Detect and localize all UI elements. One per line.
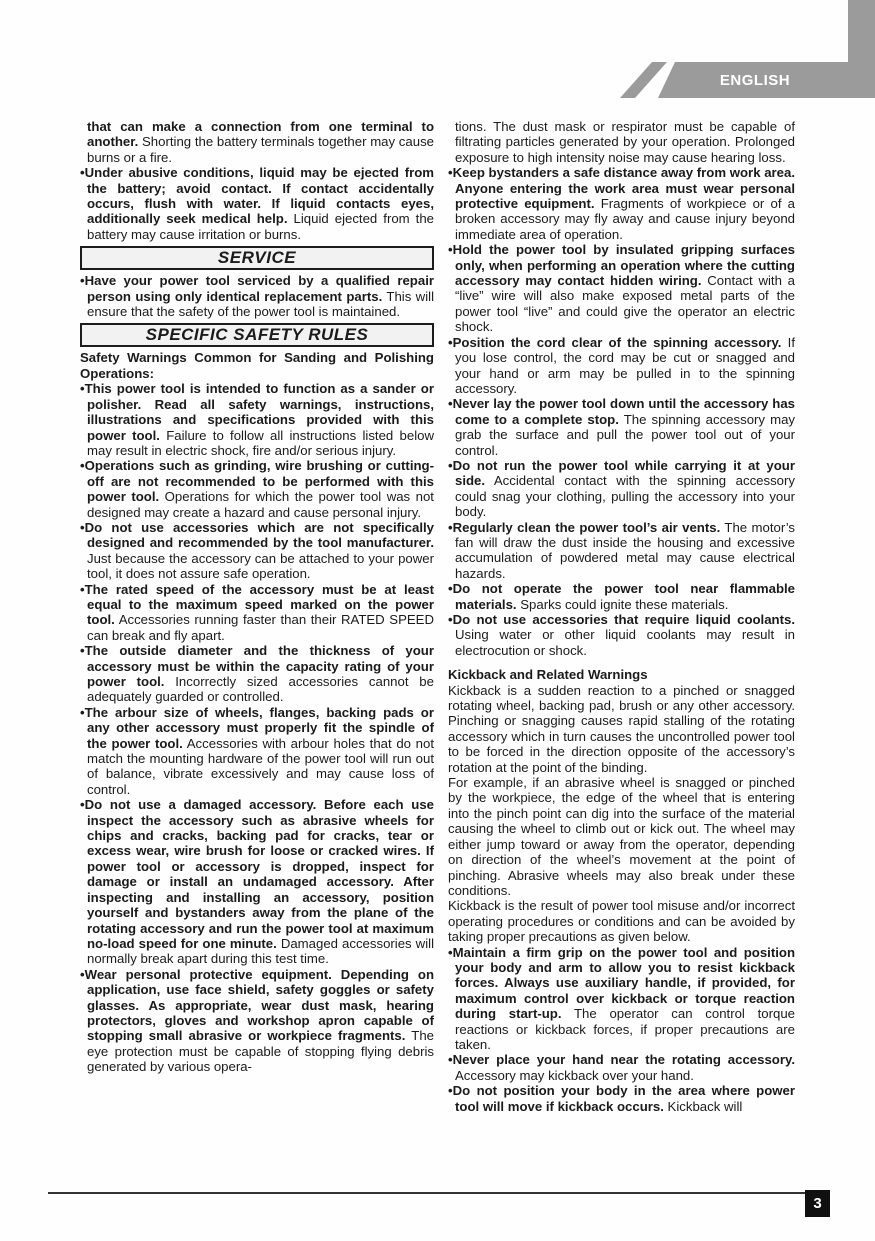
safety-warning-item xyxy=(448,335,795,397)
warning-bold-text: Do not use accessories that require liquid coolants. xyxy=(452,612,795,627)
warning-bold-text: Regularly clean the power tool’s air vents. xyxy=(452,519,721,535)
warning-body-text: Sparks could ignite these materials. xyxy=(516,596,729,612)
warning-body-text: Fragments of workpiece or of a broken accessory may fly away and cause injury beyond immediate area of operation. xyxy=(455,196,795,242)
section-header-title: SERVICE xyxy=(217,248,297,268)
safety-warning-item xyxy=(80,520,434,582)
bullet-icon: • xyxy=(448,242,453,258)
warning-bold-text: Maintain a firm grip on the power tool and position your body and arm to allow you to resist kickback forces. Always use auxiliary handle, if provided, for maximum control over kickback or torque reaction during start-up. xyxy=(452,944,795,1022)
warning-body-text: Failure to follow all instructions listed below may result in electric shock, fire and/or serious injury. xyxy=(87,427,434,458)
warning-body-text: Contact with a “live” wire will also make exposed metal parts of the power tool “live” and could give the operator an electric shock. xyxy=(455,273,796,335)
warning-bold-text: Do not operate the power tool near flammable materials. xyxy=(452,581,795,612)
language-tab-label: ENGLISH xyxy=(719,71,791,89)
paragraph: Kickback is the result of power tool misuse and/or incorrect operating procedures or conditions and can be avoided by taking proper precautions as given below. xyxy=(448,898,795,945)
section-header-box xyxy=(80,323,434,347)
warning-body-text: The motor’s fan will draw the dust inside the housing and excessive accumulation of powdered metal may cause electrical hazards. xyxy=(455,519,795,581)
bullet-icon: • xyxy=(80,165,85,181)
warning-body-text: Kickback will xyxy=(663,1098,743,1114)
warning-body-text: This will ensure that the safety of the power tool is maintained. xyxy=(87,288,434,320)
warning-bold-text: Operations such as grinding, wire brushing or cutting-off are not recommended to be performed with this power tool. xyxy=(84,458,434,505)
warning-bold-text: The arbour size of wheels, flanges, backing pads or any other accessory must properly fit the spindle of the power tool. xyxy=(84,704,434,751)
warning-body-text: The spinning accessory may grab the surface and pull the power tool out of your control. xyxy=(455,411,795,458)
footer-rule xyxy=(48,1192,806,1194)
bullet-icon: • xyxy=(80,966,85,982)
safety-warning-item xyxy=(80,797,434,966)
warning-bold-text: This power tool is intended to function as a sander or polisher. Read all safety warnings, instructions, illustrations and specifications provided with this power tool. xyxy=(84,381,434,443)
bullet-icon: • xyxy=(448,396,453,412)
bullet-icon: • xyxy=(80,643,85,659)
safety-warning-item xyxy=(448,1083,795,1114)
warning-bold-text: Wear personal protective equipment. Depending on application, use face shield, safety goggles or safety glasses. As appropriate, wear dust mask, hearing protectors, gloves and workshop apron capable of stopping small abrasive or workpiece fragments. xyxy=(84,966,434,1044)
left-column xyxy=(80,119,434,1114)
warning-body-text: The eye protection must be capable of stopping flying debris generated by various opera- xyxy=(87,1028,435,1075)
safety-warning-item xyxy=(448,1052,795,1083)
bullet-icon: • xyxy=(80,581,85,597)
subsection-heading: Kickback and Related Warnings xyxy=(448,667,648,683)
warning-body-text: Accidental contact with the spinning accessory could snag your clothing, pulling the accessory into your body. xyxy=(455,473,795,520)
warning-bold-text: that can make a connection from one terminal to another. xyxy=(87,119,434,150)
safety-warning-item xyxy=(448,945,795,1053)
bullet-icon: • xyxy=(80,519,85,535)
warning-bold-text: Keep bystanders a safe distance away from work area. Anyone entering the work area must wear personal protective equipment. xyxy=(452,165,795,212)
bullet-icon: • xyxy=(80,797,85,813)
safety-warning-item xyxy=(448,581,795,612)
two-column-text-area xyxy=(80,119,795,1114)
bullet-icon: • xyxy=(80,458,85,474)
right-column xyxy=(448,119,795,1114)
warning-body-text: Accessories with arbour holes that do not match the mounting hardware of the power tool will run out of balance, vibrate excessively and may cause loss of control. xyxy=(87,735,435,797)
warning-body-text: Accessories running faster than their RATED SPEED can break and fly apart. xyxy=(87,612,434,643)
warning-body-text: Liquid ejected from the battery may cause irritation or burns. xyxy=(87,211,434,242)
safety-warning-item xyxy=(448,520,795,582)
page-number-badge: 3 xyxy=(805,1190,830,1217)
warning-bold-text: Do not use accessories which are not specifically designed and recommended by the tool manufacturer. xyxy=(84,519,434,551)
warning-bold-text: The outside diameter and the thickness of your accessory must be within the capacity rating of your power tool. xyxy=(84,643,434,689)
warning-body-text: Using water or other liquid coolants may result in electrocution or shock. xyxy=(455,627,795,658)
safety-warning-item xyxy=(448,612,795,658)
warning-bold-text: Do not use a damaged accessory. Before each use inspect the accessory such as abrasive wheels for chips and cracks, backing pad for cracks, tear or excess wear, wire brush for loose or cracked wires. If power tool or accessory is dropped, inspect for damage or install an undamaged accessory. After inspecting and installing an accessory, position yourself and bystanders away from the plane of the rotating accessory and run the power tool at maximum no-load speed for one minute. xyxy=(84,797,434,951)
safety-warning-item xyxy=(448,396,795,458)
warning-body-text: The operator can control torque reactions or kickback forces, if proper precautions are taken. xyxy=(455,1006,795,1052)
safety-warning-item xyxy=(80,458,434,520)
bullet-icon: • xyxy=(448,944,453,960)
bullet-icon: • xyxy=(448,1052,453,1068)
warning-bold-text: Hold the power tool by insulated gripping surfaces only, when performing an operation where the cutting accessory may contact hidden wiring. xyxy=(452,242,795,289)
section-header-title: SPECIFIC SAFETY RULES xyxy=(145,325,369,345)
warning-body-text: Operations for which the power tool was not designed may create a hazard and cause personal injury. xyxy=(87,489,434,520)
warning-bold-text: Do not position your body in the area where power tool will move if kickback occurs. xyxy=(452,1083,795,1114)
warning-body-text: Just because the accessory can be attached to your power tool, it does not assure safe operation. xyxy=(87,550,434,582)
warning-body-text: Shorting the battery terminals together may cause burns or a fire. xyxy=(87,134,434,165)
warning-body-text: Incorrectly sized accessories cannot be adequately guarded or controlled. xyxy=(87,674,434,705)
paragraph: Kickback is a sudden reaction to a pinched or snagged rotating wheel, backing pad, brush or any other accessory. Pinching or snagging causes rapid stalling of the rotating accessory which in turn causes the uncontrolled power tool to be forced in the direction opposite of the accessory’s rotation at the point of the binding. xyxy=(448,682,795,775)
continuation-text xyxy=(448,119,795,165)
bullet-icon: • xyxy=(448,519,453,535)
bullet-icon: • xyxy=(448,1083,453,1099)
bullet-icon: • xyxy=(80,704,85,720)
warning-bold-text: Never lay the power tool down until the accessory has come to a complete stop. xyxy=(452,396,795,427)
safety-warning-item xyxy=(448,165,795,242)
warning-bold-text: Under abusive conditions, liquid may be ejected from the battery; avoid contact. If contact accidentally occurs, flush with water. If liquid contacts eyes, additionally seek medical help. xyxy=(84,165,434,227)
safety-warning-item xyxy=(448,458,795,520)
safety-warning-item xyxy=(80,705,434,797)
warning-bold-text: Have your power tool serviced by a qualified repair person using only identical replacement parts. xyxy=(84,273,434,304)
paragraph: For example, if an abrasive wheel is snagged or pinched by the workpiece, the edge of the wheel that is entering into the pinch point can dig into the surface of the material causing the wheel to climb out or kick out. The wheel may either jump toward or away from the operator, depending on direction of the wheel’s movement at the point of pinching. Abrasive wheels may also break under these conditions. xyxy=(448,775,795,898)
safety-warning-item xyxy=(80,582,434,644)
safety-warning-item xyxy=(80,381,434,458)
warning-body-text: Accessory may kickback over your hand. xyxy=(455,1067,694,1083)
warning-bold-text: The rated speed of the accessory must be at least equal to the maximum speed marked on the power tool. xyxy=(84,581,434,628)
warning-body-text: Damaged accessories will normally break apart during this test time. xyxy=(87,935,434,967)
warning-body-text: If you lose control, the cord may be cut or snagged and your hand or arm may be pulled in to the spinning accessory. xyxy=(455,334,795,396)
continuation-text xyxy=(80,119,434,165)
bullet-icon: • xyxy=(80,273,85,289)
bullet-icon: • xyxy=(448,334,453,350)
section-header-box xyxy=(80,246,434,270)
bullet-icon: • xyxy=(448,581,453,597)
warning-bold-text: Position the cord clear of the spinning accessory. xyxy=(452,334,782,350)
safety-warning-item xyxy=(448,242,795,334)
safety-warning-item xyxy=(80,967,434,1075)
subsection-heading: Safety Warnings Common for Sanding and Polishing Operations: xyxy=(80,350,434,381)
bullet-icon: • xyxy=(448,612,453,627)
bullet-icon: • xyxy=(448,457,453,473)
safety-warning-item xyxy=(80,643,434,705)
warning-body-text: tions. The dust mask or respirator must be capable of filtrating particles generated by your operation. Prolonged exposure to high intensity noise may cause hearing loss. xyxy=(455,119,795,165)
warning-bold-text: Do not run the power tool while carrying it at your side. xyxy=(452,457,795,489)
bullet-icon: • xyxy=(448,165,453,181)
warning-bold-text: Never place your hand near the rotating accessory. xyxy=(452,1052,795,1068)
safety-warning-item xyxy=(80,165,434,242)
bullet-icon: • xyxy=(80,381,85,397)
safety-warning-item xyxy=(80,273,434,319)
